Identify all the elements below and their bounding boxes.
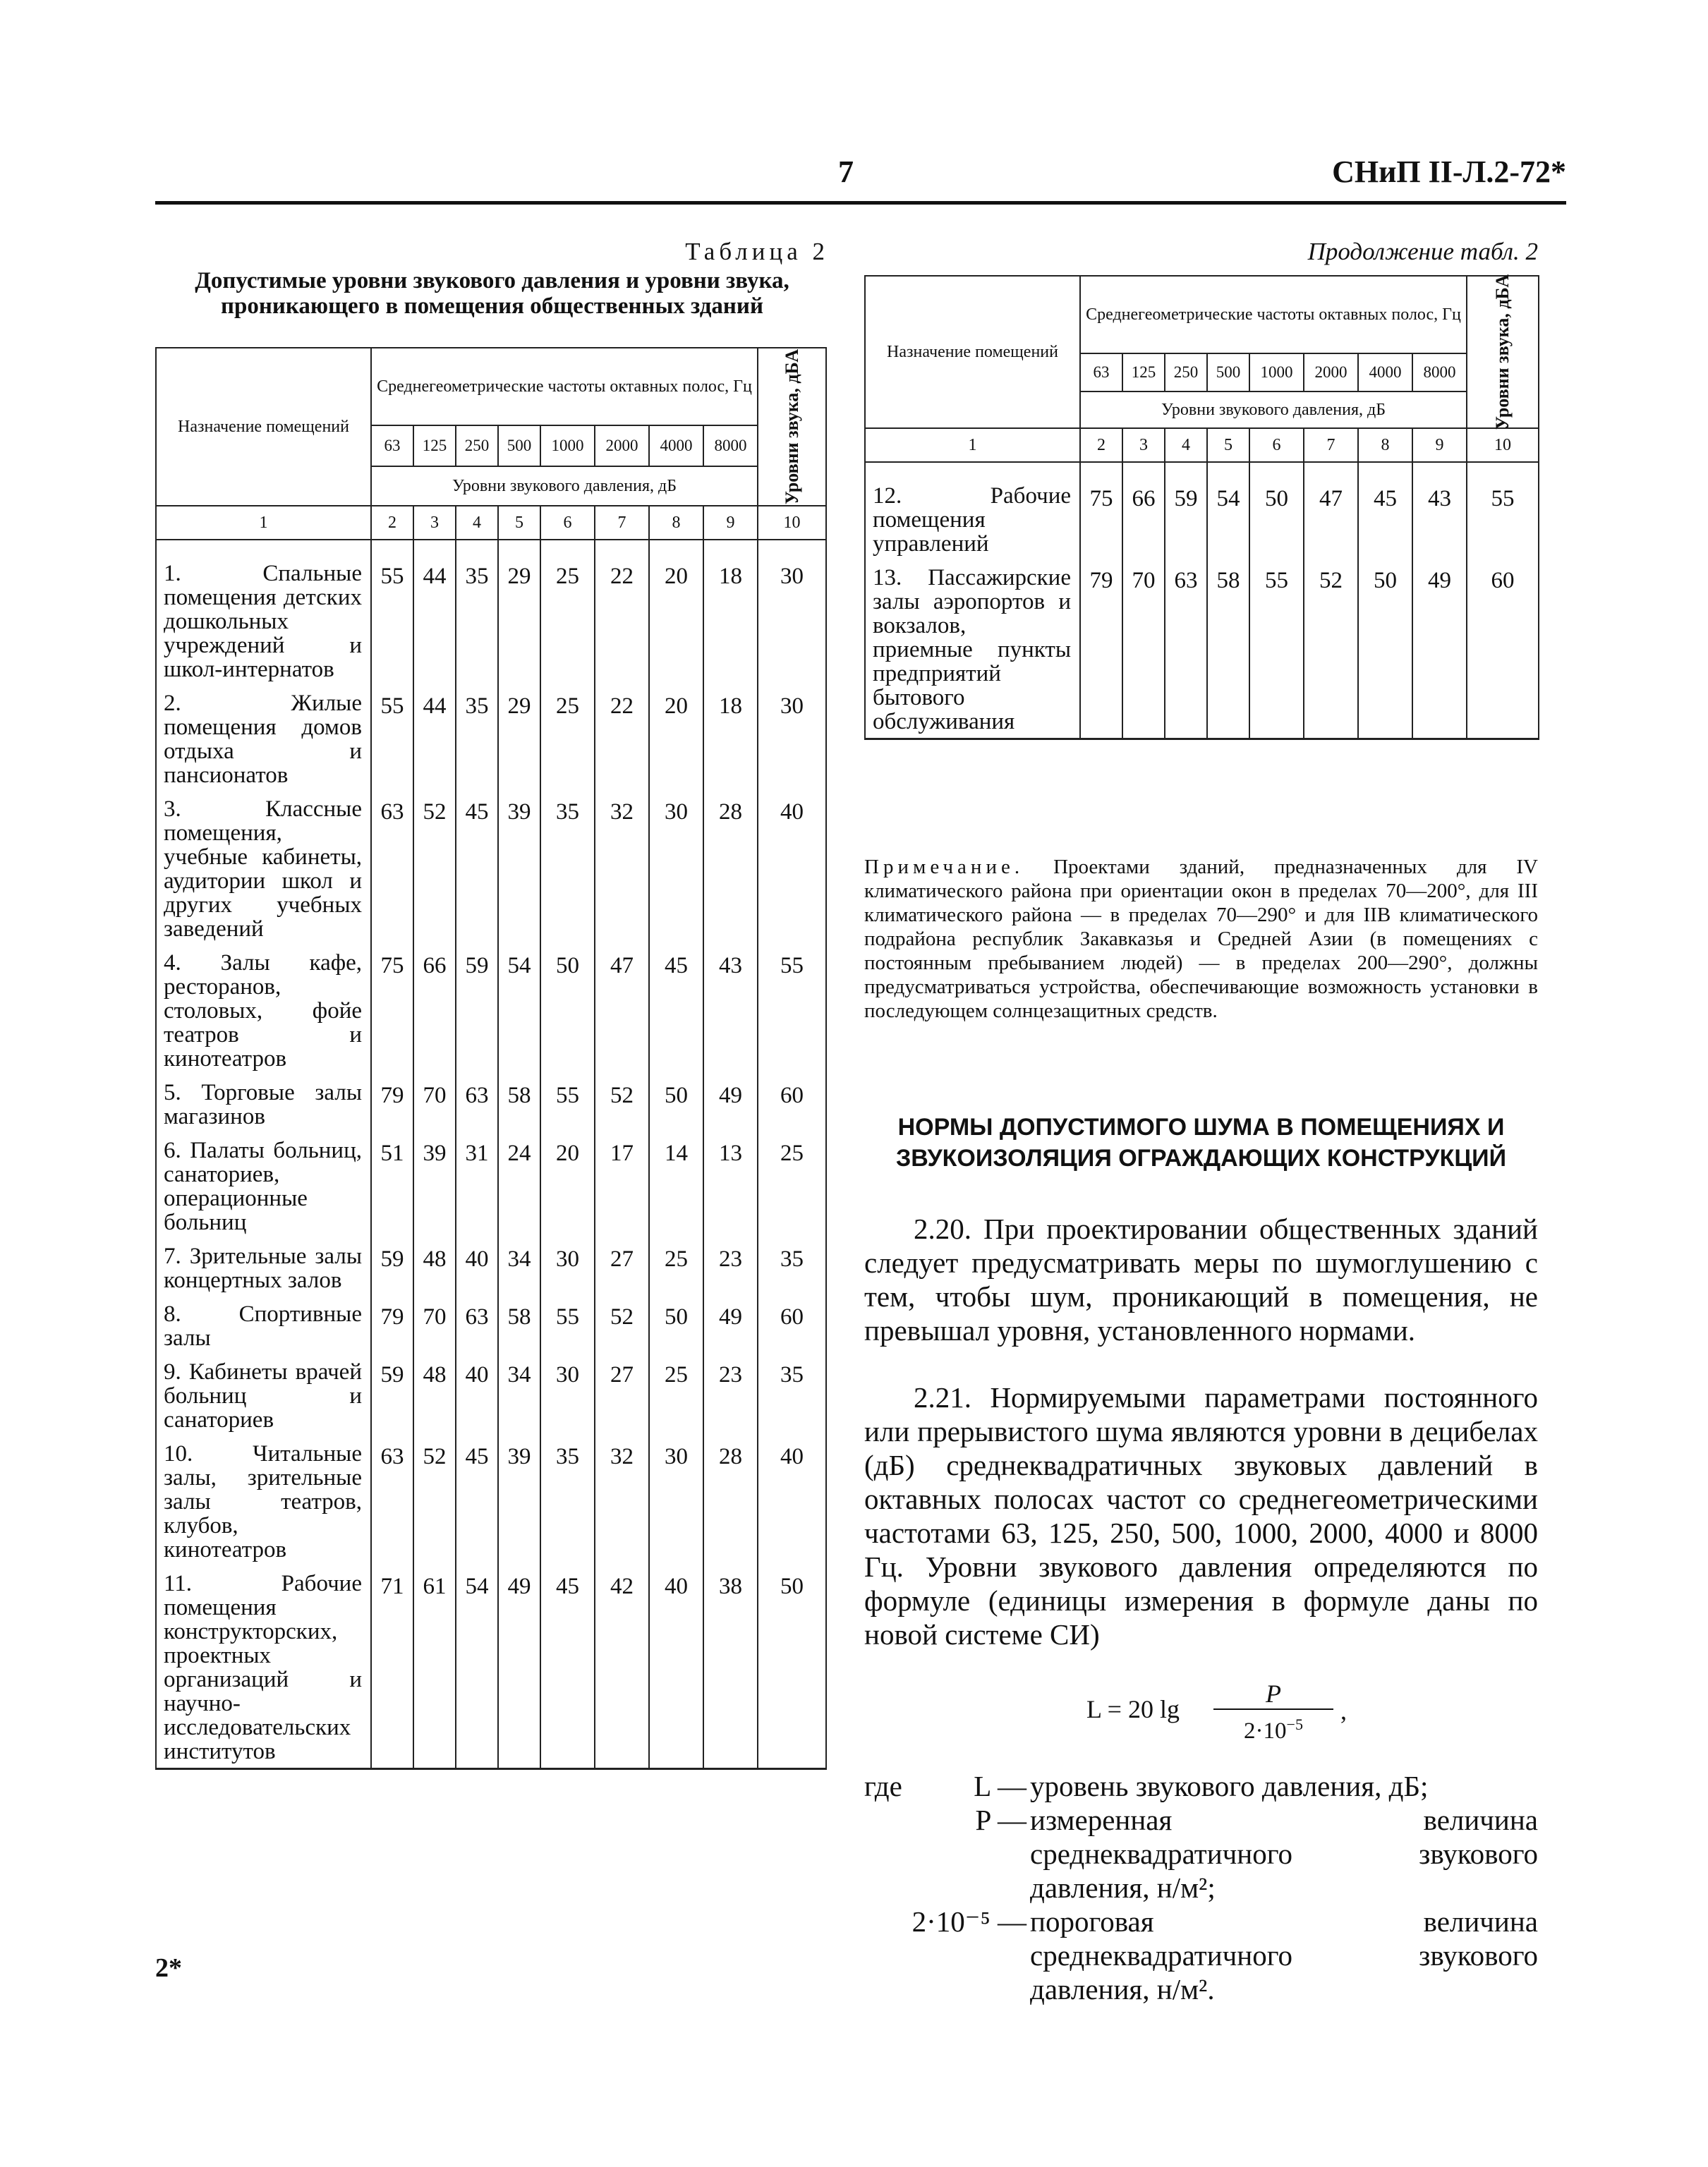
level-value: 39 — [498, 1436, 540, 1566]
level-value: 28 — [703, 791, 758, 945]
level-value: 43 — [703, 945, 758, 1075]
level-value: 63 — [371, 1436, 413, 1566]
level-value: 35 — [456, 686, 498, 791]
page-header — [155, 154, 1566, 203]
freq-header: 125 — [413, 425, 456, 466]
level-value: 34 — [498, 1239, 540, 1297]
level-value: 30 — [649, 1436, 703, 1566]
level-value: 13 — [703, 1133, 758, 1239]
level-value: 58 — [498, 1075, 540, 1133]
level-value: 32 — [595, 1436, 649, 1566]
paragraph-number: 2.21. — [914, 1381, 971, 1414]
noise-norms-table — [155, 347, 827, 1770]
signature-mark: 2* — [155, 1953, 182, 1983]
level-value: 42 — [595, 1566, 649, 1769]
header-rule — [155, 201, 1566, 205]
table-row — [865, 478, 1539, 560]
level-value: 52 — [413, 791, 456, 945]
paragraph-number: 2.20. — [914, 1213, 971, 1245]
column-index: 10 — [1467, 428, 1539, 462]
level-value: 31 — [456, 1133, 498, 1239]
level-value: 55 — [1467, 478, 1539, 560]
level-value: 48 — [413, 1239, 456, 1297]
level-value: 55 — [540, 1297, 595, 1354]
column-index: 4 — [1165, 428, 1207, 462]
level-value: 59 — [371, 1239, 413, 1297]
level-value: 52 — [595, 1297, 649, 1354]
level-value: 54 — [1207, 478, 1249, 560]
formula-fraction — [1213, 1679, 1333, 1746]
level-value: 30 — [540, 1239, 595, 1297]
level-value: 40 — [456, 1354, 498, 1436]
level-value: 22 — [595, 556, 649, 686]
document-code: СНиП II-Л.2-72* — [1332, 154, 1566, 189]
level-value: 49 — [703, 1075, 758, 1133]
level-value: 18 — [703, 556, 758, 686]
level-value: 50 — [540, 945, 595, 1075]
column-index: 9 — [703, 506, 758, 540]
level-value: 35 — [758, 1354, 826, 1436]
level-value: 20 — [649, 686, 703, 791]
level-value: 18 — [703, 686, 758, 791]
level-value: 63 — [371, 791, 413, 945]
freq-header: 4000 — [1358, 353, 1412, 391]
sound-level-label: Уровни звука, дБА — [781, 348, 802, 505]
table-row — [156, 1566, 826, 1769]
level-value: 25 — [649, 1354, 703, 1436]
formula-lhs: L = 20 lg — [1086, 1695, 1180, 1723]
level-value: 39 — [413, 1133, 456, 1239]
formula-numerator: P — [1266, 1680, 1281, 1708]
level-value: 59 — [371, 1354, 413, 1436]
table-row — [156, 1133, 826, 1239]
level-value: 40 — [758, 791, 826, 945]
level-value: 25 — [540, 686, 595, 791]
room-purpose: 4. Залы кафе, ресторанов, столовых, фойе театров и кинотеатров — [156, 945, 371, 1075]
level-value: 25 — [649, 1239, 703, 1297]
column-index: 1 — [865, 428, 1080, 462]
level-value: 75 — [1080, 478, 1122, 560]
table-row — [156, 1075, 826, 1133]
room-purpose: 3. Классные помещения, учебные кабинеты, аудитории школ и других учебных заведений — [156, 791, 371, 945]
level-value: 24 — [498, 1133, 540, 1239]
level-value: 52 — [413, 1436, 456, 1566]
table-row — [156, 686, 826, 791]
definition-text: пороговая величина среднеквадратичного звукового давления, н/м². — [1030, 1905, 1538, 2005]
definition-symbol: 2·10⁻⁵ — — [911, 1905, 1026, 1938]
level-value: 79 — [1080, 560, 1122, 739]
col-header-purpose: Назначение помещений — [865, 276, 1080, 428]
level-value: 48 — [413, 1354, 456, 1436]
column-index: 2 — [1080, 428, 1122, 462]
level-value: 40 — [456, 1239, 498, 1297]
col-header-sound-level — [758, 348, 826, 506]
freq-header: 500 — [498, 425, 540, 466]
freq-header: 8000 — [1412, 353, 1467, 391]
level-value: 30 — [540, 1354, 595, 1436]
level-value: 25 — [758, 1133, 826, 1239]
room-purpose: 6. Палаты больниц, санаториев, операционные больниц — [156, 1133, 371, 1239]
column-index: 10 — [758, 506, 826, 540]
freq-header: 1000 — [540, 425, 595, 466]
level-value: 32 — [595, 791, 649, 945]
formula-denominator: $2\cdot 10^{-5}$ — [1244, 1716, 1303, 1744]
paragraph-text: При проектировании общественных зданий следует предусматривать меры по шумоглушению с тем, чтобы шум, проникающий в помещения, не превышал уровня, установленного нормами. — [864, 1213, 1538, 1347]
definition-text: измеренная величина среднеквадратичного звукового давления, н/м²; — [1030, 1804, 1538, 1904]
level-value: 70 — [413, 1075, 456, 1133]
table-row — [156, 791, 826, 945]
level-value: 52 — [595, 1075, 649, 1133]
level-value: 44 — [413, 686, 456, 791]
level-value: 20 — [649, 556, 703, 686]
freq-header: 1000 — [1249, 353, 1304, 391]
level-value: 27 — [595, 1354, 649, 1436]
definition-symbol: L — — [974, 1770, 1026, 1802]
freq-header: 63 — [1080, 353, 1122, 391]
room-purpose: 12. Рабочие помещения управлений — [865, 478, 1080, 560]
level-value: 60 — [1467, 560, 1539, 739]
level-value: 22 — [595, 686, 649, 791]
level-value: 38 — [703, 1566, 758, 1769]
level-value: 52 — [1304, 560, 1358, 739]
paragraph-2-20 — [864, 1212, 1538, 1347]
level-value: 35 — [758, 1239, 826, 1297]
room-purpose: 5. Торговые залы магазинов — [156, 1075, 371, 1133]
room-purpose: 10. Читальные залы, зрительные залы театров, клубов, кинотеатров — [156, 1436, 371, 1566]
level-value: 45 — [456, 791, 498, 945]
level-value: 30 — [758, 686, 826, 791]
level-value: 29 — [498, 686, 540, 791]
col-header-pressure-levels: Уровни звукового давления, дБ — [371, 466, 758, 506]
room-purpose: 13. Пассажирские залы аэропортов и вокзалов, приемные пункты предприятий бытового обслуживания — [865, 560, 1080, 739]
level-value: 55 — [371, 686, 413, 791]
level-value: 30 — [649, 791, 703, 945]
level-value: 45 — [540, 1566, 595, 1769]
level-value: 45 — [1358, 478, 1412, 560]
freq-header: 500 — [1207, 353, 1249, 391]
column-index: 1 — [156, 506, 371, 540]
level-value: 71 — [371, 1566, 413, 1769]
level-value: 45 — [456, 1436, 498, 1566]
column-index: 4 — [456, 506, 498, 540]
level-value: 63 — [456, 1297, 498, 1354]
freq-header: 8000 — [703, 425, 758, 466]
freq-header: 2000 — [595, 425, 649, 466]
level-value: 63 — [1165, 560, 1207, 739]
table-row — [156, 1436, 826, 1566]
column-index: 7 — [595, 506, 649, 540]
level-value: 55 — [758, 945, 826, 1075]
column-index: 8 — [649, 506, 703, 540]
level-value: 35 — [540, 791, 595, 945]
column-index: 6 — [1249, 428, 1304, 462]
col-header-pressure-levels: Уровни звукового давления, дБ — [1080, 391, 1467, 428]
freq-header: 4000 — [649, 425, 703, 466]
freq-header: 63 — [371, 425, 413, 466]
formula-comma: , — [1340, 1696, 1347, 1725]
level-value: 63 — [456, 1075, 498, 1133]
level-value: 49 — [1412, 560, 1467, 739]
where-word: где — [864, 1770, 902, 1802]
level-value: 59 — [1165, 478, 1207, 560]
room-purpose: 1. Спальные помещения детских дошкольных учреждений и школ-интернатов — [156, 556, 371, 686]
column-index: 8 — [1358, 428, 1412, 462]
column-index: 7 — [1304, 428, 1358, 462]
definition-L — [907, 1769, 1538, 1803]
level-value: 50 — [758, 1566, 826, 1769]
level-value: 49 — [703, 1297, 758, 1354]
sound-level-label: Уровни звука, дБА — [1492, 274, 1513, 430]
level-value: 49 — [498, 1566, 540, 1769]
level-value: 60 — [758, 1075, 826, 1133]
column-index: 5 — [1207, 428, 1249, 462]
col-header-frequencies: Среднегеометрические частоты октавных полос, Гц — [371, 348, 758, 425]
room-purpose: 9. Кабинеты врачей больниц и санаториев — [156, 1354, 371, 1436]
level-value: 20 — [540, 1133, 595, 1239]
table-row — [156, 945, 826, 1075]
level-value: 66 — [413, 945, 456, 1075]
table-row — [156, 556, 826, 686]
formula — [1086, 1679, 1383, 1746]
column-index: 5 — [498, 506, 540, 540]
table-spacer — [156, 540, 826, 556]
table-row — [156, 1297, 826, 1354]
room-purpose: 2. Жилые помещения домов отдыха и пансионатов — [156, 686, 371, 791]
section-title: НОРМЫ ДОПУСТИМОГО ШУМА В ПОМЕЩЕНИЯХ И ЗВУКОИЗОЛЯЦИЯ ОГРАЖДАЮЩИХ КОНСТРУКЦИЙ — [895, 1114, 1507, 1172]
level-value: 29 — [498, 556, 540, 686]
note-text: Проектами зданий, предназначенных для IV климатического района при ориентации окон в пределах 70—200°, для III климатического района — в пределах 70—290° и для IIВ климатического подрайона республик Закавказья и Средней Азии (в помещениях с постоянным пребыванием людей) — в пределах 200—290°, должны предусматриваться устройства, обеспечивающие возможность установки в последующем солнцезащитных средств. — [864, 856, 1539, 1022]
level-value: 51 — [371, 1133, 413, 1239]
level-value: 35 — [540, 1436, 595, 1566]
level-value: 55 — [371, 556, 413, 686]
table-row — [156, 1354, 826, 1436]
table-label: Таблица 2 — [685, 238, 829, 265]
column-index: 3 — [413, 506, 456, 540]
note-label: Примечание. — [864, 856, 1024, 878]
level-value: 47 — [1304, 478, 1358, 560]
level-value: 70 — [413, 1297, 456, 1354]
level-value: 58 — [498, 1297, 540, 1354]
level-value: 55 — [540, 1075, 595, 1133]
level-value: 66 — [1122, 478, 1165, 560]
room-purpose: 7. Зрительные залы концертных залов — [156, 1239, 371, 1297]
level-value: 50 — [1358, 560, 1412, 739]
level-value: 50 — [649, 1297, 703, 1354]
level-value: 45 — [649, 945, 703, 1075]
definition-threshold — [907, 1905, 1538, 2005]
level-value: 40 — [649, 1566, 703, 1769]
column-index: 6 — [540, 506, 595, 540]
definition-text: уровень звукового давления, дБ; — [1030, 1770, 1429, 1802]
col-header-frequencies: Среднегеометрические частоты октавных полос, Гц — [1080, 276, 1467, 353]
paragraph-2-21 — [864, 1380, 1538, 1651]
table-note — [864, 855, 1538, 1023]
paragraph-text: Нормируемыми параметрами постоянного или прерывистого шума являются уровни в децибелах (дБ) среднеквадратичных звуковых давлений в октавных полосах частот со среднегеометрическими частотами 63, 125, 250, 500, 1000, 2000, 4000 и 8000 Гц. Уровни звукового давления определяются по формуле (единицы измерения в формуле даны по новой системе СИ) — [864, 1381, 1538, 1651]
level-value: 59 — [456, 945, 498, 1075]
level-value: 34 — [498, 1354, 540, 1436]
table-continuation-label: Продолжение табл. 2 — [1307, 238, 1538, 265]
level-value: 50 — [649, 1075, 703, 1133]
page-number: 7 — [838, 154, 854, 189]
level-value: 50 — [1249, 478, 1304, 560]
freq-header: 2000 — [1304, 353, 1358, 391]
room-purpose: 11. Рабочие помещения конструкторских, проектных организаций и научно-исследовательских институтов — [156, 1566, 371, 1769]
freq-header: 250 — [456, 425, 498, 466]
column-index: 3 — [1122, 428, 1165, 462]
level-value: 44 — [413, 556, 456, 686]
noise-norms-table-continued — [864, 275, 1539, 740]
room-purpose: 8. Спортивные залы — [156, 1297, 371, 1354]
level-value: 58 — [1207, 560, 1249, 739]
level-value: 17 — [595, 1133, 649, 1239]
definition-symbol: P — — [975, 1804, 1026, 1836]
level-value: 47 — [595, 945, 649, 1075]
col-header-sound-level — [1467, 276, 1539, 428]
level-value: 60 — [758, 1297, 826, 1354]
table-caption: Допустимые уровни звукового давления и уровни звука, проникающего в помещения общественных зданий — [195, 268, 789, 319]
freq-header: 125 — [1122, 353, 1165, 391]
level-value: 23 — [703, 1239, 758, 1297]
definition-P — [907, 1803, 1538, 1905]
level-value: 79 — [371, 1297, 413, 1354]
level-value: 35 — [456, 556, 498, 686]
table-row — [865, 560, 1539, 739]
level-value: 28 — [703, 1436, 758, 1566]
level-value: 40 — [758, 1436, 826, 1566]
level-value: 27 — [595, 1239, 649, 1297]
table-spacer — [865, 462, 1539, 478]
level-value: 61 — [413, 1566, 456, 1769]
freq-header: 250 — [1165, 353, 1207, 391]
level-value: 30 — [758, 556, 826, 686]
level-value: 39 — [498, 791, 540, 945]
table-row — [156, 1239, 826, 1297]
column-index: 2 — [371, 506, 413, 540]
column-index: 9 — [1412, 428, 1467, 462]
level-value: 43 — [1412, 478, 1467, 560]
level-value: 70 — [1122, 560, 1165, 739]
col-header-purpose: Назначение помещений — [156, 348, 371, 506]
level-value: 79 — [371, 1075, 413, 1133]
level-value: 23 — [703, 1354, 758, 1436]
level-value: 54 — [498, 945, 540, 1075]
level-value: 55 — [1249, 560, 1304, 739]
level-value: 25 — [540, 556, 595, 686]
level-value: 75 — [371, 945, 413, 1075]
level-value: 54 — [456, 1566, 498, 1769]
level-value: 14 — [649, 1133, 703, 1239]
